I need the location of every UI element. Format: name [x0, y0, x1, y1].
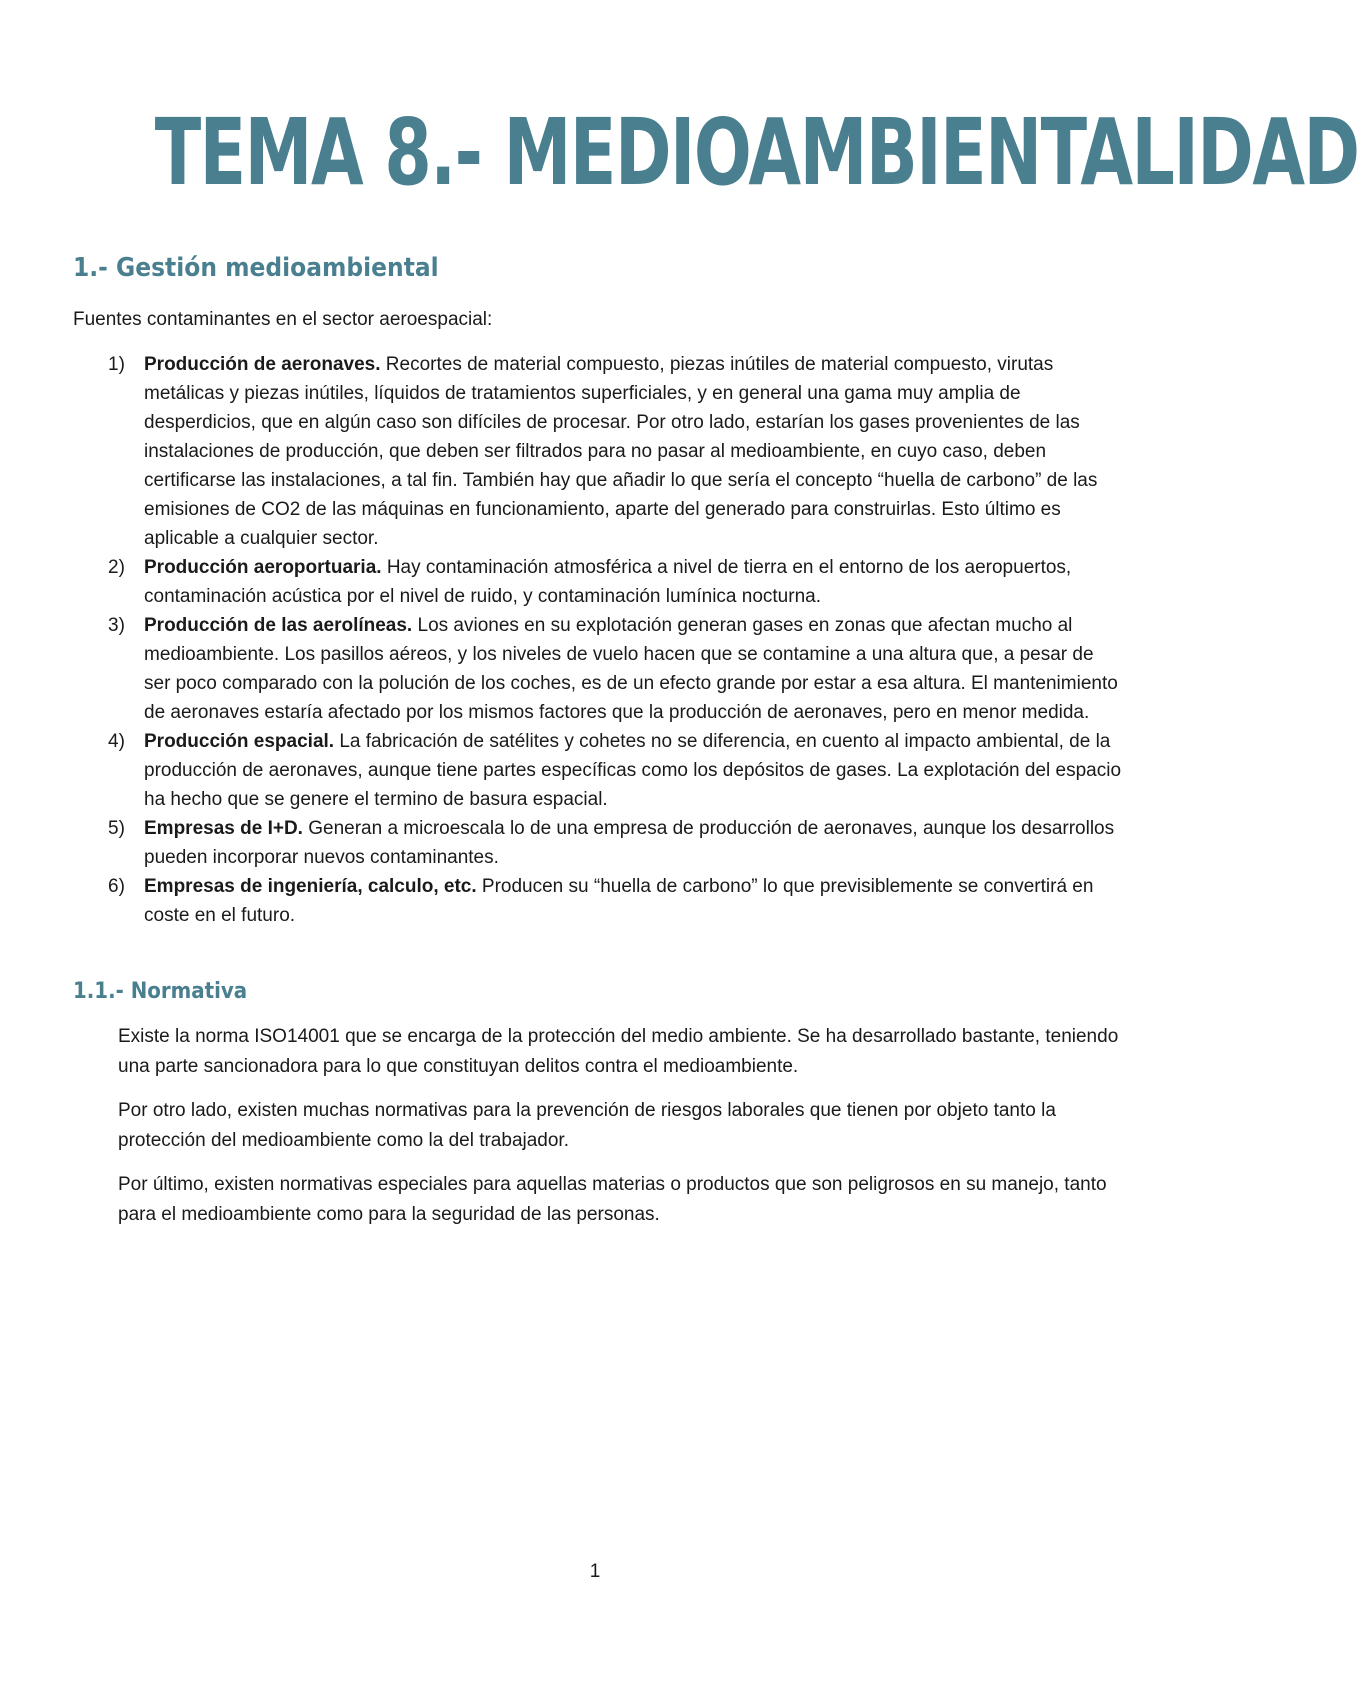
list-item-lead: Producción de las aerolíneas.	[144, 615, 413, 636]
list-item-lead: Producción de aeronaves.	[144, 354, 381, 375]
list-item-number: 6)	[108, 876, 125, 897]
list-item	[73, 350, 1123, 553]
paragraph: Existe la norma ISO14001 que se encarga de la protección del medio ambiente. Se ha desarrollado bastante, teniendo una parte sancionadora para lo que constituyan delitos contra el medioambiente.	[118, 1026, 1119, 1077]
section-heading-gestion: 1.- Gestión medioambiental	[73, 253, 439, 283]
list-item-number: 5)	[108, 818, 125, 839]
list-item	[73, 727, 1123, 814]
list-item-lead: Empresas de ingeniería, calculo, etc.	[144, 876, 477, 897]
section-intro: Fuentes contaminantes en el sector aeroespacial:	[73, 309, 493, 330]
list-item-text: La fabricación de satélites y cohetes no se diferencia, en cuento al impacto ambiental, de la producción de aeronaves, aunque tiene partes específicas como los depósitos de gases. La explotación del espacio ha hecho que se genere el termino de basura espacial.	[144, 731, 1122, 810]
list-item	[73, 814, 1123, 872]
list-item-number: 4)	[108, 731, 125, 752]
page-number: 1	[589, 1561, 601, 1582]
list-item	[73, 872, 1123, 930]
subsection-heading-normativa: 1.1.- Normativa	[73, 979, 248, 1004]
list-item-lead: Empresas de I+D.	[144, 818, 303, 839]
paragraph: Por último, existen normativas especiales para aquellas materias o productos que son peligrosos en su manejo, tanto para el medioambiente como para la seguridad de las personas.	[118, 1174, 1107, 1225]
list-item-lead: Producción espacial.	[144, 731, 335, 752]
list-item-text: Generan a microescala lo de una empresa de producción de aeronaves, aunque los desarrollos pueden incorporar nuevos contaminantes.	[144, 818, 1115, 868]
paragraph: Por otro lado, existen muchas normativas para la prevención de riesgos laborales que tienen por objeto tanto la protección del medioambiente como la del trabajador.	[118, 1100, 1056, 1151]
list-item-number: 2)	[108, 557, 125, 578]
list-item-number: 1)	[108, 354, 125, 375]
normativa-body	[118, 1022, 1123, 1244]
list-item-text: Hay contaminación atmosférica a nivel de tierra en el entorno de los aeropuertos, contaminación acústica por el nivel de ruido, y contaminación lumínica nocturna.	[144, 557, 1072, 607]
list-item-text: Recortes de material compuesto, piezas inútiles de material compuesto, virutas metálicas y piezas inútiles, líquidos de tratamientos superficiales, y en general una gama muy amplia de desperdicios, que en algún caso son difíciles de procesar. Por otro lado, estarían los gases provenientes de las instalaciones de producción, que deben ser filtrados para no pasar al medioambiente, en cuyo caso, deben certificarse las instalaciones, a tal fin. También hay que añadir lo que sería el concepto “huella de carbono” de las emisiones de CO2 de las máquinas en funcionamiento, aparte del generado para construirlas. Esto último es aplicable a cualquier sector.	[144, 354, 1098, 549]
list-item-number: 3)	[108, 615, 125, 636]
pollution-sources-list	[73, 350, 1123, 930]
list-item-text: Producen su “huella de carbono” lo que previsiblemente se convertirá en coste en el futuro.	[144, 876, 1094, 926]
list-item	[73, 611, 1123, 727]
list-item-text: Los aviones en su explotación generan gases en zonas que afectan mucho al medioambiente. Los pasillos aéreos, y los niveles de vuelo hacen que se contamine a una altura que, a pesar de ser poco comparado con la polución de los coches, es de un efecto grande por estar a esa altura. El mantenimiento de aeronaves estaría afectado por los mismos factores que la producción de aeronaves, pero en menor medida.	[144, 615, 1118, 723]
list-item	[73, 553, 1123, 611]
document-title: TEMA 8.- MEDIOAMBIENTALIDAD	[154, 99, 1359, 206]
list-item-lead: Producción aeroportuaria.	[144, 557, 382, 578]
